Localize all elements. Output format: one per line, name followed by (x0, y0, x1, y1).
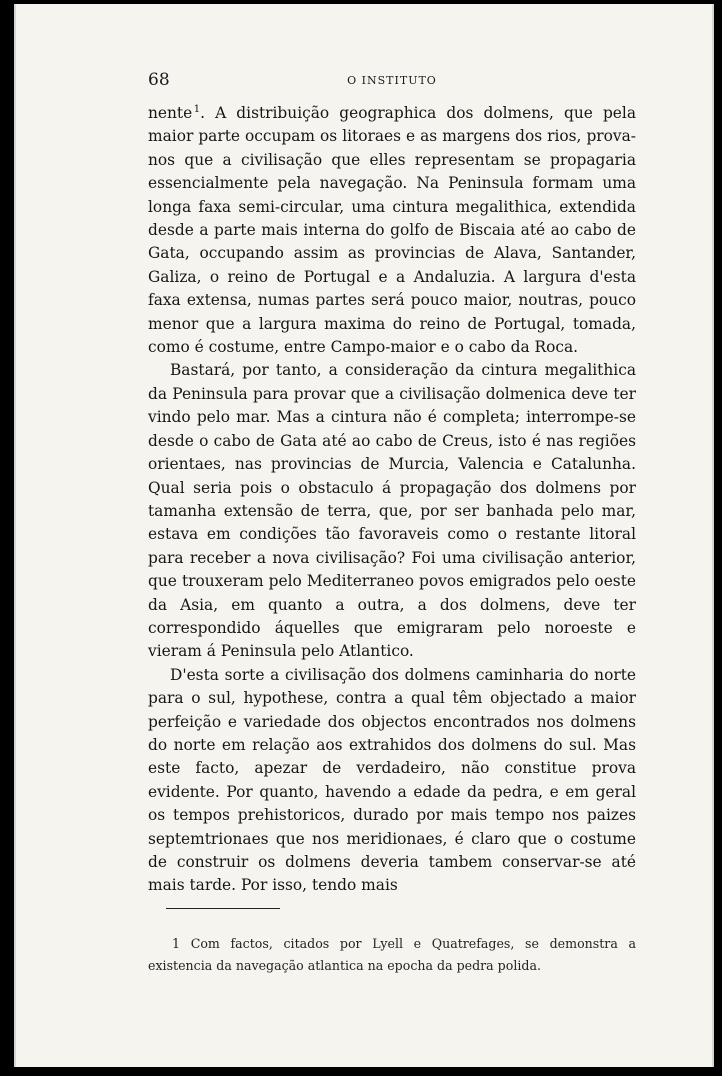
running-title: O INSTITUTO (347, 74, 437, 87)
paragraph-2: Bastará, por tanto, a consideração da cintura megalithica da Peninsula para provar que a civilisação dolmenica deve ter vindo pelo mar. Mas a cintura não é completa; interrompe-se desde o cabo de Gata até ao cabo de Creus, isto é nas regiões orientaes, nas provincias de Murcia, Valencia e Catalunha. Qual seria pois o obstaculo á propagação dos dolmens por tamanha extensão de terra, que, por ser banhada pelo mar, estava em condições tão favoraveis como o restante litoral para receber a nova civilisação? Foi uma civilisação anterior, que trouxeram pelo Mediterraneo povos emigrados pelo oeste da Asia, em quanto a outra, a dos dolmens, deve ter correspondido áquelles que emigraram pelo noroeste e vieram á Peninsula pelo Atlantico. (148, 361, 636, 661)
footnote (148, 933, 636, 977)
page-header (148, 70, 636, 94)
paragraph-3: D'esta sorte a civilisação dos dolmens caminharia do norte para o sul, hypothese, contra a qual têm objectado a maior perfeição e variedade dos objectos encontrados nos dolmens do norte em relação aos extrahidos dos dolmens do sul. Mas este facto, apezar de verdadeiro, não constitue prova evidente. Por quanto, havendo a edade da pedra, e em geral os tempos prehistoricos, durado por mais tempo nos paizes septemtrionaes que nos meridionaes, é claro que o costume de construir os dolmens deveria tambem conservar-se até mais tarde. Por isso, tendo mais (148, 665, 636, 895)
book-page (14, 4, 714, 1067)
footnote-divider (166, 908, 280, 909)
paragraph-1-start: nente (148, 104, 193, 122)
footnote-marker: 1 (172, 936, 181, 951)
footnote-reference[interactable]: 1 (193, 103, 201, 115)
paragraph-1 (148, 102, 636, 359)
page-number: 68 (148, 70, 170, 90)
footnote-text: Com factos, citados por Lyell e Quatrefages, se demonstra a existencia da navegação atlantica na epocha da pedra polida. (148, 936, 636, 973)
main-text (148, 102, 636, 898)
paragraph-1-rest: . A distribuição geographica dos dolmens, que pela maior parte occupam os litoraes e as margens dos rios, prova-nos que a civilisação que elles representam se propagaria essencialmente pela navegação. Na Peninsula formam uma longa faxa semi-circular, uma cintura megalithica, extendida desde a parte mais interna do golfo de Biscaia até ao cabo de Gata, occupando assim as provincias de Alava, Santander, Galiza, o reino de Portugal e a Andaluzia. A largura d'esta faxa extensa, numas partes será pouco maior, noutras, pouco menor que a largura maxima do reino de Portugal, tomada, como é costume, entre Campo-maior e o cabo da Roca. (148, 104, 636, 357)
